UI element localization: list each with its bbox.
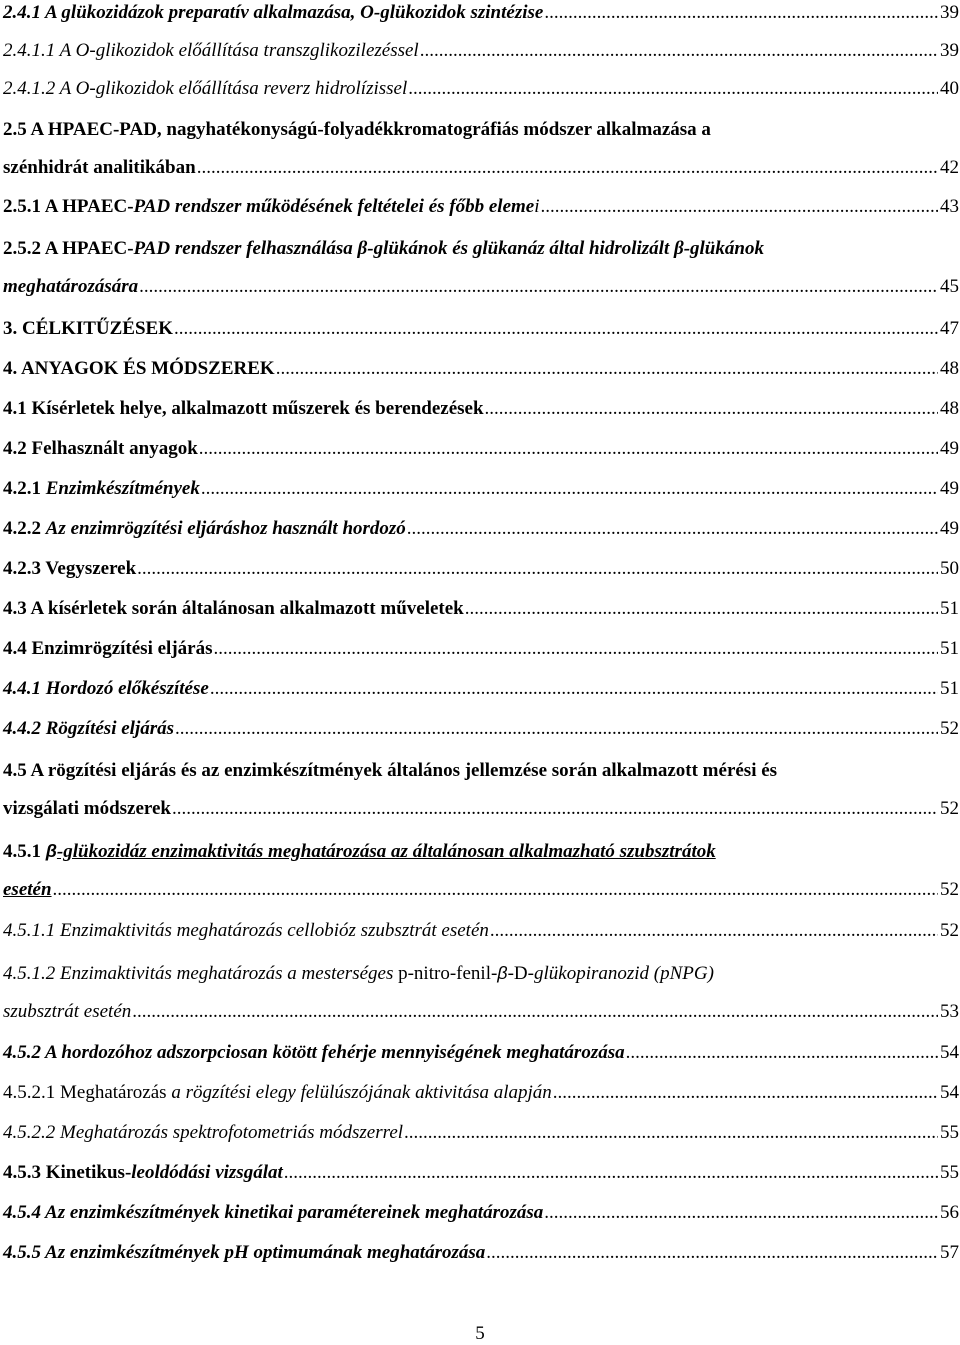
dot-leader	[465, 598, 938, 620]
toc-entry-title: 4.2 Felhasznált anyagok	[3, 438, 198, 459]
toc-entry-title-line1	[3, 962, 959, 985]
dot-leader	[420, 40, 938, 62]
toc-page-number: 40	[940, 78, 959, 99]
dot-leader	[276, 358, 938, 380]
toc-entry-4[interactable]	[3, 358, 959, 380]
toc-page-number: 49	[940, 478, 959, 499]
toc-entry-title: 2.4.1 A glükozidázok preparatív alkalmazása, O-glükozidok szintézise	[3, 2, 544, 23]
toc-entry-4-4[interactable]	[3, 638, 959, 660]
toc-entry-title-part: β	[45, 841, 57, 861]
toc-entry-4-2-3[interactable]	[3, 558, 959, 580]
toc-page-number: 52	[940, 798, 959, 819]
toc-entry-title-line1	[3, 840, 959, 863]
toc-entry-title: 3. CÉLKITŰZÉSEK	[3, 318, 173, 339]
toc-page-number: 47	[940, 318, 959, 339]
toc-page-number: 52	[940, 879, 959, 900]
toc-page-number: 50	[940, 558, 959, 579]
toc-entry-title-part: 2.5.1 A HPAEC-	[3, 196, 134, 217]
toc-entry-4-5-2[interactable]	[3, 1042, 959, 1064]
toc-entry-title-part: 4.5.2.1 Meghatározás	[3, 1082, 172, 1103]
dot-leader	[407, 518, 938, 540]
toc-page-number: 51	[940, 678, 959, 699]
toc-entry-title-line1: 2.5 A HPAEC-PAD, nagyhatékonyságú-folyadékkromatográfiás módszer alkalmazása a	[3, 119, 711, 140]
toc-page-number: 39	[940, 40, 959, 61]
toc-entry-title-line2: szubsztrát esetén	[3, 1001, 132, 1022]
toc-entry-title-part: i	[534, 196, 540, 217]
toc-entry-title: 4.5.2 A hordozóhoz adszorpciosan kötött fehérje mennyiségének meghatározása	[3, 1042, 625, 1063]
dot-leader	[175, 718, 938, 740]
toc-entry-title-part: PAD rendszer működésének feltételei és főbb eleme	[133, 196, 535, 217]
toc-entry-2-5-1[interactable]	[3, 196, 959, 218]
dot-leader	[199, 438, 938, 460]
toc-entry-4-2-1[interactable]	[3, 478, 959, 500]
toc-entry-4-5-2-1[interactable]	[3, 1082, 959, 1104]
toc-entry-title: 4.1 Kísérletek helye, alkalmazott műszerek és berendezések	[3, 398, 484, 419]
toc-entry-4-3[interactable]	[3, 598, 959, 620]
toc-page-number: 55	[940, 1162, 959, 1183]
toc-entry-title: 4.4 Enzimrögzítési eljárás	[3, 638, 213, 659]
toc-entry-title-line2: esetén	[3, 879, 52, 900]
toc-entry-2-4-1[interactable]	[3, 2, 959, 24]
toc-entry-title-part: Enzimkészítmények	[45, 478, 200, 499]
toc-entry-4-1[interactable]	[3, 398, 959, 420]
dot-leader	[53, 879, 938, 901]
toc-page-number: 51	[940, 598, 959, 619]
dot-leader	[201, 478, 938, 500]
dot-leader	[213, 638, 938, 660]
toc-entry-title	[3, 1162, 283, 1184]
toc-page-number: 52	[940, 718, 959, 739]
toc-page-number: 48	[940, 358, 959, 379]
toc-entry-title: 4.4.2 Rögzítési eljárás	[3, 718, 175, 739]
dot-leader	[404, 1122, 938, 1144]
toc-entry-title-line2: meghatározására	[3, 276, 139, 297]
toc-entry-4-5-1-2[interactable]	[3, 962, 959, 1023]
dot-leader	[541, 196, 939, 218]
toc-entry-title: 4. ANYAGOK ÉS MÓDSZEREK	[3, 358, 275, 379]
toc-entry-title: 4.5.5 Az enzimkészítmények pH optimumának meghatározása	[3, 1242, 486, 1263]
toc-page-number: 56	[940, 1202, 959, 1223]
dot-leader	[174, 318, 938, 340]
toc-entry-4-5-2-2[interactable]	[3, 1122, 959, 1144]
toc-entry-4-5-1[interactable]	[3, 840, 959, 901]
toc-entry-4-5-5[interactable]	[3, 1242, 959, 1264]
toc-page-number: 48	[940, 398, 959, 419]
dot-leader	[490, 920, 938, 942]
toc-entry-title: 4.3 A kísérletek során általánosan alkalmazott műveletek	[3, 598, 464, 619]
toc-entry-title-part: glükopiranozid (pNPG)	[533, 963, 714, 984]
dot-leader	[544, 2, 938, 24]
toc-entry-title-line1	[3, 238, 959, 260]
dot-leader	[284, 1162, 938, 1184]
toc-entry-title-part: 4.5.1.2 Enzimaktivitás meghatározás a mesterséges	[3, 963, 399, 984]
toc-entry-title: 2.4.1.2 A O-glikozidok előállítása reverz hidrolízissel	[3, 78, 408, 99]
toc-entry-title-part: β	[497, 963, 508, 983]
toc-entry-title: 4.2.3 Vegyszerek	[3, 558, 137, 579]
toc-entry-4-5-3[interactable]	[3, 1162, 959, 1184]
toc-entry-title: 4.5.2.2 Meghatározás spektrofotometriás módszerrel	[3, 1122, 404, 1143]
toc-entry-title	[3, 196, 540, 218]
toc-page-number: 57	[940, 1242, 959, 1263]
toc-page-number: 52	[940, 920, 959, 941]
toc-entry-title-part: -glükozidáz enzimaktivitás meghatározása az általánosan alkalmazható szubsztrátok	[56, 841, 716, 862]
toc-entry-title-part: Az enzimrögzítési eljáráshoz használt hordozó	[45, 518, 406, 539]
toc-page-number: 49	[940, 438, 959, 459]
toc-entry-4-5[interactable]	[3, 760, 959, 820]
toc-entry-title-line2: vizsgálati módszerek	[3, 798, 171, 819]
toc-page-number: 54	[940, 1082, 959, 1103]
toc-entry-4-5-1-1[interactable]	[3, 920, 959, 942]
toc-page-number: 45	[940, 276, 959, 297]
toc-entry-title-part: PAD rendszer felhasználása β-glükánok és glükanáz által hidrolizált β-glükánok	[133, 238, 764, 259]
dot-leader	[485, 398, 938, 420]
dot-leader	[197, 157, 938, 179]
toc-entry-title-part: -D-	[507, 963, 534, 984]
toc-page-number: 55	[940, 1122, 959, 1143]
toc-entry-title-part: p-nitro-fenil-	[398, 963, 498, 984]
toc-page-number: 54	[940, 1042, 959, 1063]
toc-entry-2-5[interactable]	[3, 119, 959, 179]
toc-entry-title-part: 4.5.3 Kinetikus-	[3, 1162, 132, 1183]
toc-entry-4-2-2[interactable]	[3, 518, 959, 540]
toc-entry-title-part: 4.2.2	[3, 518, 46, 539]
dot-leader	[408, 78, 938, 100]
toc-page-number: 49	[940, 518, 959, 539]
toc-entry-4-4-1[interactable]	[3, 678, 959, 700]
toc-page-number: 43	[940, 196, 959, 217]
toc-page-number: 39	[940, 2, 959, 23]
toc-entry-title-part: leoldódási vizsgálat	[131, 1162, 283, 1183]
toc-page-number: 42	[940, 157, 959, 178]
toc-entry-title-line2: szénhidrát analitikában	[3, 157, 196, 178]
toc-entry-4-4-2[interactable]	[3, 718, 959, 740]
toc-entry-title	[3, 1082, 552, 1104]
toc-page-number: 51	[940, 638, 959, 659]
dot-leader	[486, 1242, 938, 1264]
toc-entry-title	[3, 478, 200, 500]
page-number: 5	[475, 1323, 485, 1344]
dot-leader	[626, 1042, 938, 1064]
toc-entry-title-part: a rögzítési elegy felülúszójának aktivitása alapján	[171, 1082, 552, 1103]
toc-entry-4-5-4[interactable]	[3, 1202, 959, 1224]
toc-entry-2-5-2[interactable]	[3, 238, 959, 298]
toc-entry-title-part: 2.5.2 A HPAEC-	[3, 238, 134, 259]
toc-entry-2-4-1-1[interactable]	[3, 40, 959, 62]
toc-entry-2-4-1-2[interactable]	[3, 78, 959, 100]
toc-entry-4-2[interactable]	[3, 438, 959, 460]
toc-entry-title-part: 4.5.1	[3, 841, 46, 862]
toc-entry-3[interactable]	[3, 318, 959, 340]
toc-entry-title: 2.4.1.1 A O-glikozidok előállítása transzglikozilezéssel	[3, 40, 419, 61]
dot-leader	[139, 276, 938, 298]
toc-page-number: 53	[940, 1001, 959, 1022]
dot-leader	[137, 558, 938, 580]
dot-leader	[544, 1202, 938, 1224]
toc-entry-title: 4.5.4 Az enzimkészítmények kinetikai paramétereinek meghatározása	[3, 1202, 544, 1223]
toc-entry-title	[3, 518, 406, 540]
dot-leader	[553, 1082, 938, 1104]
toc-entry-title: 4.4.1 Hordozó előkészítése	[3, 678, 209, 699]
toc-entry-title: 4.5.1.1 Enzimaktivitás meghatározás cellobióz szubsztrát esetén	[3, 920, 489, 941]
toc-entry-title-part: 4.2.1	[3, 478, 46, 499]
dot-leader	[210, 678, 938, 700]
toc-entry-title-line1: 4.5 A rögzítési eljárás és az enzimkészítmények általános jellemzése során alkalmazott mérési és	[3, 760, 778, 781]
dot-leader	[172, 798, 938, 820]
dot-leader	[132, 1001, 938, 1023]
